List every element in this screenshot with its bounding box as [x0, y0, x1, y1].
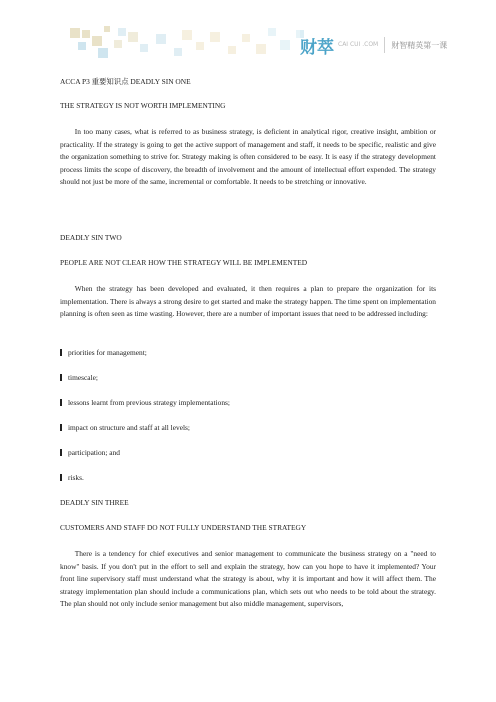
- bullet-text: participation; and: [68, 448, 120, 457]
- bullet-marker: [60, 449, 62, 456]
- sin3-label: DEADLY SIN THREE: [60, 498, 129, 507]
- bullet-text: priorities for management;: [68, 348, 147, 357]
- bullet-text: lessons learnt from previous strategy implementations;: [68, 398, 230, 407]
- list-item: [60, 348, 147, 357]
- bullet-marker: [60, 399, 62, 406]
- list-item: [60, 373, 98, 382]
- doc-title: ACCA P3 重要知识点 DEADLY SIN ONE: [60, 77, 191, 86]
- list-item: [60, 473, 84, 482]
- sin2-heading: PEOPLE ARE NOT CLEAR HOW THE STRATEGY WILL BE IMPLEMENTED: [60, 258, 308, 267]
- bullet-text: timescale;: [68, 373, 98, 382]
- brand: [300, 30, 447, 60]
- sin1-heading: THE STRATEGY IS NOT WORTH IMPLEMENTING: [60, 101, 226, 110]
- brand-logo: 财萃: [300, 37, 334, 58]
- bullet-marker: [60, 474, 62, 481]
- list-item: [60, 423, 190, 432]
- sin1-paragraph: In too many cases, what is referred to as business strategy, is deficient in analytical rigor, creative insight, ambition or practicality. If the strategy is going to get the active support of management and staff, it needs to be specific, realistic and give the organization something to strive for. Strategy making is often considered to be easy. It is easy if the strategy development process limits the scope of discovery, the breadth of involvement and the amount of intellectual effort expended. The strategy should not just be more of the same, incremental or comfortable. It needs to be stretching or innovative.: [60, 127, 436, 187]
- brand-tagline: 财智精英第一课: [391, 40, 448, 50]
- bullet-marker: [60, 349, 62, 356]
- bullet-text: risks.: [68, 473, 84, 482]
- list-item: [60, 398, 230, 407]
- brand-divider: [384, 37, 385, 53]
- sin3-heading: CUSTOMERS AND STAFF DO NOT FULLY UNDERSTAND THE STRATEGY: [60, 523, 307, 532]
- brand-sub: CAI CUI .COM: [338, 40, 379, 48]
- bullet-marker: [60, 424, 62, 431]
- sin2-paragraph: When the strategy has been developed and evaluated, it then requires a plan to prepare the organization for its implementation. There is always a strong desire to get started and make the strategy happen. The time spent on implementation planning is often seen as time wasting. However, there are a number of important issues that need to be addressed including:: [60, 284, 436, 319]
- sin2-label: DEADLY SIN TWO: [60, 233, 122, 242]
- bullet-marker: [60, 374, 62, 381]
- list-item: [60, 448, 120, 457]
- bullet-text: impact on structure and staff at all levels;: [68, 423, 190, 432]
- sin3-paragraph: There is a tendency for chief executives and senior management to communicate the business strategy on a "need to know" basis. If you don't put in the effort to sell and explain the strategy, how can you hope to have it implemented? Your front line supervisory staff must understand what the strategy is about, why it is important and how it will affect them. The strategy implementation plan should include a communications plan, which sets out who needs to be told about the strategy. The plan should not only include senior management but also middle management, supervisors,: [60, 549, 436, 609]
